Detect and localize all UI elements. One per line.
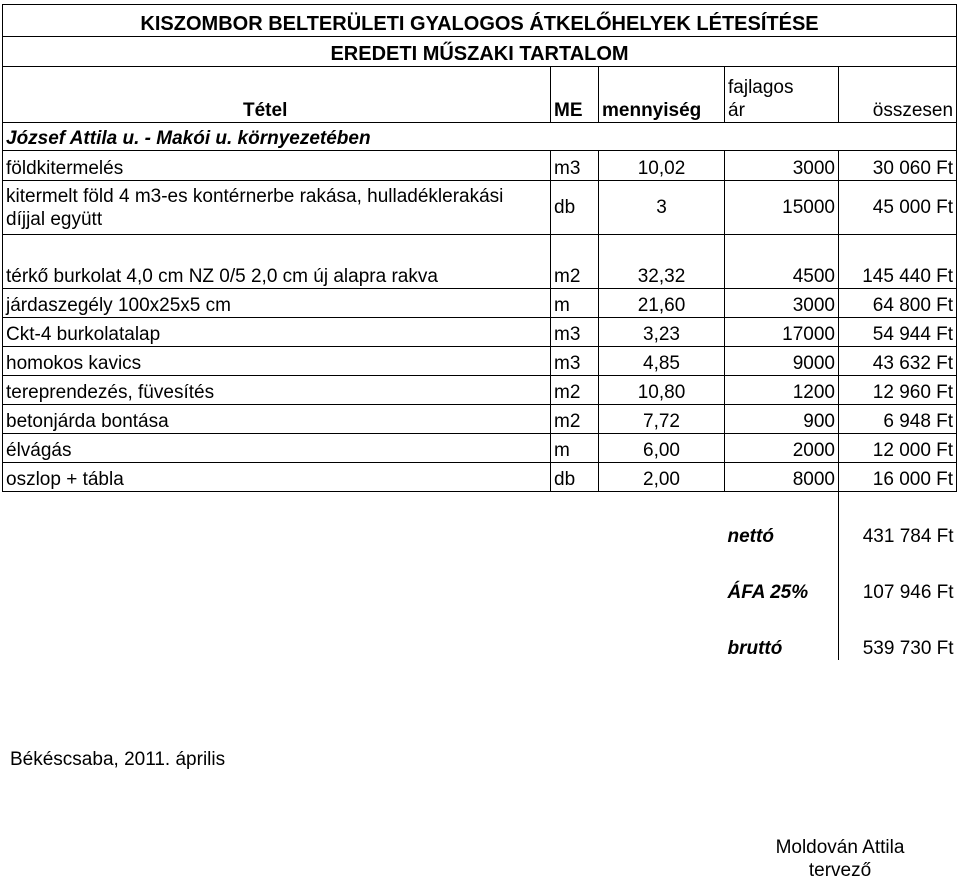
row-total: 64 800 Ft bbox=[839, 289, 957, 318]
row-quantity: 2,00 bbox=[599, 463, 725, 492]
row-item: járdaszegély 100x25x5 cm bbox=[3, 289, 551, 318]
table-row bbox=[3, 289, 957, 318]
row-total: 43 632 Ft bbox=[839, 347, 957, 376]
table-row bbox=[3, 463, 957, 492]
row-unit: m3 bbox=[551, 347, 599, 376]
cost-table bbox=[2, 4, 957, 660]
gross-value: 539 730 Ft bbox=[839, 604, 957, 660]
row-quantity: 4,85 bbox=[599, 347, 725, 376]
column-header-item: Tétel bbox=[3, 67, 551, 123]
table-row bbox=[3, 376, 957, 405]
row-unit-price: 17000 bbox=[725, 318, 839, 347]
vat-label: ÁFA 25% bbox=[727, 581, 809, 603]
table-row bbox=[3, 235, 957, 289]
row-item: Ckt-4 burkolatalap bbox=[3, 318, 551, 347]
summary-row-gross bbox=[3, 604, 957, 660]
row-quantity: 6,00 bbox=[599, 434, 725, 463]
row-unit: m2 bbox=[551, 376, 599, 405]
place-and-date: Békéscsaba, 2011. április bbox=[10, 749, 226, 770]
row-quantity: 3 bbox=[599, 181, 725, 235]
column-header-unit: ME bbox=[551, 67, 599, 123]
table-row bbox=[3, 151, 957, 181]
row-total: 145 440 Ft bbox=[839, 235, 957, 289]
row-quantity: 10,80 bbox=[599, 376, 725, 405]
row-item: oszlop + tábla bbox=[3, 463, 551, 492]
table-row bbox=[3, 434, 957, 463]
row-item: kitermelt föld 4 m3-es kontérnerbe rakása, hulladéklerakási díjjal együtt bbox=[3, 181, 551, 235]
row-unit: m2 bbox=[551, 235, 599, 289]
row-unit-price: 1200 bbox=[725, 376, 839, 405]
row-unit: m bbox=[551, 434, 599, 463]
row-unit: m3 bbox=[551, 151, 599, 181]
row-unit: m3 bbox=[551, 318, 599, 347]
signer-role: tervező bbox=[808, 860, 872, 881]
row-total: 6 948 Ft bbox=[839, 405, 957, 434]
section-heading: József Attila u. - Makói u. környezetében bbox=[3, 123, 957, 151]
row-item: földkitermelés bbox=[3, 151, 551, 181]
row-total: 54 944 Ft bbox=[839, 318, 957, 347]
column-header-quantity: mennyiség bbox=[599, 67, 725, 123]
document-subtitle: EREDETI MŰSZAKI TARTALOM bbox=[3, 37, 957, 67]
row-quantity: 21,60 bbox=[599, 289, 725, 318]
row-total: 12 000 Ft bbox=[839, 434, 957, 463]
unit-price-label-line2: ár bbox=[728, 100, 745, 121]
row-unit: db bbox=[551, 463, 599, 492]
column-header-unit-price bbox=[725, 67, 839, 123]
row-unit-price: 9000 bbox=[725, 347, 839, 376]
row-quantity: 3,23 bbox=[599, 318, 725, 347]
row-quantity: 32,32 bbox=[599, 235, 725, 289]
row-unit: db bbox=[551, 181, 599, 235]
row-quantity: 7,72 bbox=[599, 405, 725, 434]
summary-row-vat bbox=[3, 548, 957, 604]
table-row bbox=[3, 405, 957, 434]
signature-block bbox=[740, 836, 940, 882]
column-header-total: összesen bbox=[839, 67, 957, 123]
row-item: élvágás bbox=[3, 434, 551, 463]
row-unit-price: 900 bbox=[725, 405, 839, 434]
vat-value: 107 946 Ft bbox=[839, 548, 957, 604]
table-row bbox=[3, 347, 957, 376]
summary-row-net bbox=[3, 492, 957, 548]
row-unit: m2 bbox=[551, 405, 599, 434]
row-unit-price: 3000 bbox=[725, 151, 839, 181]
row-item: tereprendezés, füvesítés bbox=[3, 376, 551, 405]
table-row bbox=[3, 181, 957, 235]
net-label: nettó bbox=[727, 525, 774, 547]
row-item: betonjárda bontása bbox=[3, 405, 551, 434]
row-total: 12 960 Ft bbox=[839, 376, 957, 405]
table-row bbox=[3, 318, 957, 347]
net-value: 431 784 Ft bbox=[839, 492, 957, 548]
unit-price-label-line1: fajlagos bbox=[728, 77, 794, 98]
row-item: térkő burkolat 4,0 cm NZ 0/5 2,0 cm új alapra rakva bbox=[3, 235, 551, 289]
gross-label: bruttó bbox=[727, 637, 783, 659]
row-unit-price: 4500 bbox=[725, 235, 839, 289]
row-unit: m bbox=[551, 289, 599, 318]
row-total: 16 000 Ft bbox=[839, 463, 957, 492]
signer-name: Moldován Attila bbox=[775, 837, 905, 858]
document-title: KISZOMBOR BELTERÜLETI GYALOGOS ÁTKELŐHELYEK LÉTESÍTÉSE bbox=[3, 5, 957, 37]
row-total: 45 000 Ft bbox=[839, 181, 957, 235]
row-unit-price: 8000 bbox=[725, 463, 839, 492]
row-item: homokos kavics bbox=[3, 347, 551, 376]
cost-estimate-sheet bbox=[2, 4, 956, 660]
row-unit-price: 3000 bbox=[725, 289, 839, 318]
row-total: 30 060 Ft bbox=[839, 151, 957, 181]
row-quantity: 10,02 bbox=[599, 151, 725, 181]
row-unit-price: 15000 bbox=[725, 181, 839, 235]
row-unit-price: 2000 bbox=[725, 434, 839, 463]
